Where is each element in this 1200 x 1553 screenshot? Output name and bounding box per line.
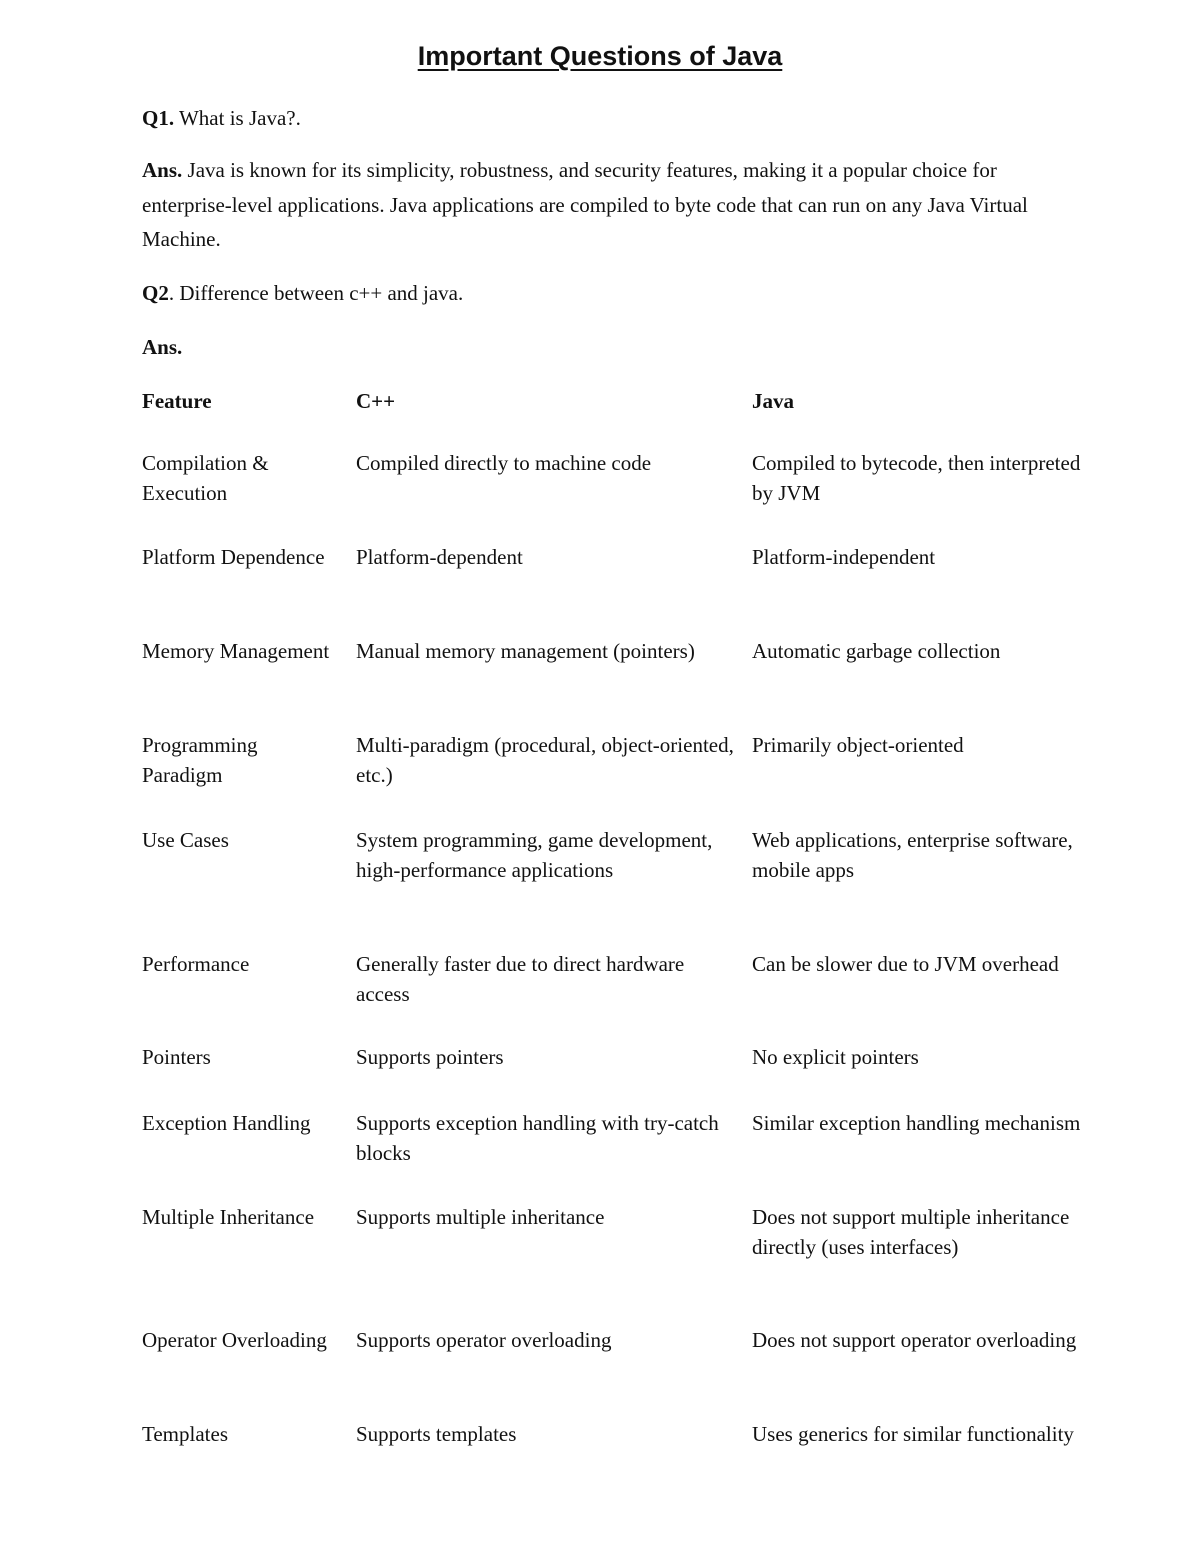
row-3-cpp: Manual memory management (pointers) — [356, 639, 695, 663]
header-feature: Feature — [142, 389, 212, 413]
row-11-java: Uses generics for similar functionality — [752, 1422, 1074, 1446]
row-8-java: Similar exception handling mechanism — [752, 1111, 1081, 1135]
header-cpp: C++ — [356, 389, 396, 413]
answer-2 — [142, 330, 1052, 365]
question-1 — [142, 101, 1052, 136]
question-1-label: Q1. — [142, 106, 175, 130]
row-1-cpp: Compiled directly to machine code — [356, 451, 652, 475]
row-4-feature: Programming Paradigm — [142, 733, 258, 787]
row-9-cpp: Supports multiple inheritance — [356, 1205, 605, 1229]
row-8-cpp: Supports exception handling with try-catch blocks — [356, 1111, 719, 1165]
answer-2-label: Ans. — [142, 335, 183, 359]
row-5-cpp: System programming, game development, high-performance applications — [356, 828, 713, 882]
row-1-java: Compiled to bytecode, then interpreted by JVM — [752, 451, 1081, 505]
row-3-java: Automatic garbage collection — [752, 639, 1001, 663]
answer-1-text: Java is known for its simplicity, robustness, and security features, making it a popular choice for enterprise-level applications. Java applications are compiled to byte code that can run on any Java Virtual Machine. — [142, 158, 1028, 251]
row-10-cpp: Supports operator overloading — [356, 1328, 612, 1352]
row-9-java: Does not support multiple inheritance directly (uses interfaces) — [752, 1205, 1070, 1259]
row-6-cpp: Generally faster due to direct hardware access — [356, 952, 685, 1006]
row-7-feature: Pointers — [142, 1045, 211, 1069]
row-3-feature: Memory Management — [142, 639, 330, 663]
row-7-java: No explicit pointers — [752, 1045, 919, 1069]
question-2-text: . Difference between c++ and java. — [168, 281, 464, 305]
row-10-java: Does not support operator overloading — [752, 1328, 1077, 1352]
row-5-java: Web applications, enterprise software, mobile apps — [752, 828, 1073, 882]
row-7-cpp: Supports pointers — [356, 1045, 504, 1069]
row-10-feature: Operator Overloading — [142, 1328, 327, 1352]
row-4-java: Primarily object-oriented — [752, 733, 964, 757]
page-title: Important Questions of Java — [417, 41, 783, 71]
row-8-feature: Exception Handling — [142, 1111, 311, 1135]
row-2-feature: Platform Dependence — [142, 545, 325, 569]
row-4-cpp: Multi-paradigm (procedural, object-oriented, etc.) — [356, 733, 734, 787]
answer-1 — [142, 153, 1052, 257]
row-9-feature: Multiple Inheritance — [142, 1205, 315, 1229]
question-2-label: Q2 — [142, 281, 169, 305]
header-java: Java — [752, 389, 794, 413]
row-2-java: Platform-independent — [752, 545, 936, 569]
row-11-cpp: Supports templates — [356, 1422, 517, 1446]
row-11-feature: Templates — [142, 1422, 228, 1446]
answer-1-label: Ans. — [142, 158, 183, 182]
question-2 — [142, 276, 1052, 311]
row-1-feature: Compilation & Execution — [142, 451, 269, 505]
question-1-text: What is Java?. — [174, 106, 301, 130]
row-2-cpp: Platform-dependent — [356, 545, 523, 569]
row-5-feature: Use Cases — [142, 828, 229, 852]
row-6-feature: Performance — [142, 952, 250, 976]
row-6-java: Can be slower due to JVM overhead — [752, 952, 1059, 976]
